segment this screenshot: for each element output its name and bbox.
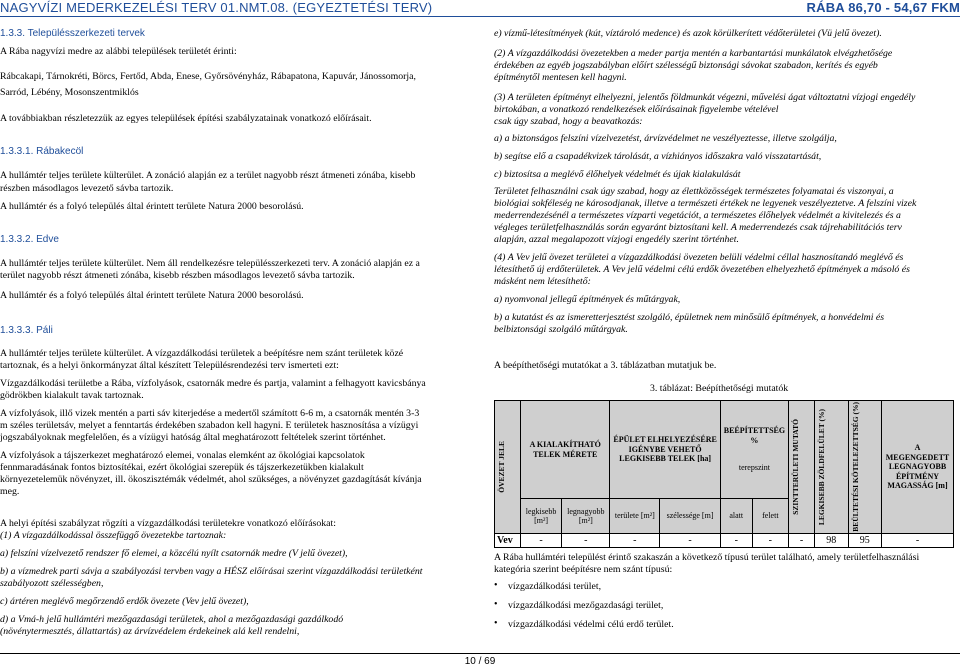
bullet-icon: •	[494, 580, 498, 591]
paragraph-line: másként nem létesíthető:	[494, 276, 591, 287]
paragraph-line: biológiai sokféleség ne károsodjanak, illetve a természeti értékek ne legyenek veszélyeztetve. A felszíni vizek	[494, 198, 917, 209]
table-header-cell: BEÜLTETÉSI KÖTELEZETTSÉG (%)	[848, 401, 882, 534]
table-subheader-cell: legkisebb [m²]	[521, 499, 562, 533]
list-item: vízgazdálkodási védelmi célú erdő terület.	[508, 619, 674, 630]
list-item: e) vízmű-létesítmények (kút, víztároló medence) és azok körülkerített védőterületei (Vü jelű övezet).	[494, 28, 882, 39]
table-subheader-cell: területe [m²]	[610, 499, 660, 533]
paragraph-line: Rábcakapi, Tárnokréti, Börcs, Fertőd, Abda, Enese, Győrsövényház, Rábapatona, Kapuvár, Jánossomorja,	[0, 71, 416, 82]
list-item: vízgazdálkodási mezőgazdasági terület,	[508, 600, 664, 611]
list-item: b) a kutatást és az ismeretterjesztést szolgáló, épületnek nem minősülő építmények, a honvédelmi és	[494, 312, 885, 323]
table-subheader-cell: felett	[752, 499, 788, 533]
paragraph-line: A hullámtér és a folyó település által érintett területe Natura 2000 besorolású.	[0, 201, 304, 212]
section-title: 1.3.3. Településszerkezeti tervek	[0, 28, 145, 39]
table-cell: -	[562, 533, 610, 547]
list-item: belbiztonsági szolgáló műtárgyak.	[494, 324, 628, 335]
list-item: c) ártéren meglévő megőrzendő erdők övezete (Vev jelű övezet),	[0, 596, 249, 607]
paragraph-line: A hullámtér teljes területe külterület. A zonáció alapján ez a terület nagyobb részt átmeneti zónába, kisebb	[0, 170, 416, 181]
paragraph-line: csak úgy szabad, hogy a beavatkozás:	[494, 116, 643, 127]
paragraph-line: A helyi építési szabályzat rögzíti a vízgazdálkodási területekre vonatkozó előírásokat:	[0, 518, 336, 529]
paragraph-line: A hullámtér teljes területe külterület. A vízgazdálkodási területek a beépítésre nem szánt területek közé	[0, 348, 404, 359]
paragraph-line: érdekében az egyéb jogszabályban előírt szélességű biztonsági sávokat szabadon, kerítés és egyéb	[494, 60, 878, 71]
paragraph-line: terület nagyobb részt átmeneti zónába, kisebb részben másodlagos levezető sávba tartozik.	[0, 270, 355, 281]
subsection-title: 1.3.3.3. Páli	[0, 325, 53, 336]
page-number: 10 / 69	[464, 656, 496, 666]
table-header-cell: BEÉPÍTETTSÉG % terepszint	[720, 401, 788, 499]
paragraph-line: végleges területfelhasználás során egyaránt biztosítani kell. A mederrendezés csak tájrehabilitációs terv	[494, 222, 902, 233]
list-item: szabályozott szélességben,	[0, 578, 104, 589]
list-item: d) a Vmá-h jelű hullámtéri mezőgazdasági területek, ahol a mezőgazdasági gazdálkodó	[0, 614, 344, 625]
table-cell: -	[521, 533, 562, 547]
paragraph-line: tartoznak, és a helyi önkormányzat által készített Településrendezési terv ismerteti ezt:	[0, 360, 339, 371]
paragraph-line: birtokában, a vonatkozó rendelkezések előírásainak figyelembe vételével	[494, 104, 779, 115]
table-header-cell: ÖVEZET JELE	[495, 401, 521, 534]
paragraph-line: Területet felhasználni csak úgy szabad, hogy az élettközösségek természetes folyamatai és viszonyai, a	[494, 186, 894, 197]
list-item: vízgazdálkodási terület,	[508, 581, 602, 592]
table-cell: -	[789, 533, 815, 547]
table-subheader-cell: legnagyobb [m²]	[562, 499, 610, 533]
paragraph-line: A Rába hullámtéri települést érintő szakaszán a következő típusú terület található, amely területfelhasználási	[494, 552, 920, 563]
paragraph-line: környezetelemük növényzet, ill. ökoszisztémák védelmét, ahol szükséges, a növényzet gazdagítását kívánja	[0, 474, 422, 485]
table-cell: 95	[848, 533, 882, 547]
paragraph-line: kategória szerint beépítésre nem szánt típusú:	[494, 564, 673, 575]
list-item: b) segítse elő a csapadékvizek tárolását, a vízhiányos időszakra való visszatartását,	[494, 151, 822, 162]
table-cell: -	[660, 533, 721, 547]
paragraph-line: jogszabályoknak megfelelően, és a vízügyi hatóság által meghatározott feltételek szerint történhet.	[0, 432, 386, 443]
document-header-section: RÁBA 86,70 - 54,67 FKM	[806, 0, 960, 15]
paragraph-line: alapján, azzal megalapozott vízjogi engedély szerint történhet.	[494, 234, 739, 245]
paragraph-line: A hullámtér teljes területe külterület. Nem áll rendelkezésre településszerkezeti terv. A zonáció alapján ez a	[0, 258, 420, 269]
paragraph-line: építménytől mentesen kell hagyni.	[494, 72, 627, 83]
document-header-title: NAGYVÍZI MEDERKEZELÉSI TERV 01.NMT.08. (EGYEZTETÉSI TERV)	[0, 0, 433, 15]
buildability-table	[494, 400, 954, 548]
paragraph-line: A beépíthetőségi mutatókat a 3. táblázatban mutatjuk be.	[494, 360, 717, 371]
table-header-cell: SZINTTERÜLETI MUTATÓ	[789, 401, 815, 534]
list-item: (növénytermesztés, állattartás) az árvízvédelem érdekeinek alá kell rendelni,	[0, 626, 300, 637]
table-cell: -	[752, 533, 788, 547]
table-cell: -	[882, 533, 954, 547]
paragraph-line: meg.	[0, 486, 20, 497]
list-item: a) felszíni vízelvezető rendszer fő elemei, a közcélú nyílt csatornák medre (V jelű övezet),	[0, 548, 348, 559]
list-item: c) biztosítsa a meglévő élőhelyek védelmét és újak kialakulását	[494, 169, 741, 180]
paragraph-line: fennmaradásának fontos biztosítékai, ezért ökológiai szerepük és tájszerkezetükben kialakult	[0, 462, 364, 473]
paragraph-line: részben másodlagos levezető sávba tartozik.	[0, 183, 174, 194]
table-cell: 98	[815, 533, 849, 547]
paragraph-line: mederrendezésénél a természetes vízparti vegetációt, a természetes élőhelyek védelmét a kivitelezés és a	[494, 210, 901, 221]
table-header-cell: ÉPÜLET ELHELYEZÉSÉRE IGÉNYBE VEHETŐ LEGKISEBB TELEK [ha]	[610, 401, 720, 499]
table-subheader-cell: szélessége [m]	[660, 499, 721, 533]
table-header-cell: A MEGENGEDETT LEGNAGYOBB ÉPÍTMÉNY MAGASSÁG [m]	[882, 401, 954, 534]
table-cell: -	[720, 533, 752, 547]
list-item: a) nyomvonal jellegű építmények és műtárgyak,	[494, 294, 681, 305]
subsection-title: 1.3.3.1. Rábakecöl	[0, 146, 84, 157]
paragraph-line: m széles területsáv, melyet a fenntartás érdekében szabadon kell hagyni. E területek hasznosítása a vízügyi	[0, 420, 419, 431]
footer-rule	[0, 653, 960, 654]
paragraph-line: gödrökben kialakult tavak tartoznak.	[0, 390, 144, 401]
header-rule	[0, 16, 960, 17]
list-item: a) a biztonságos felszíni vízelvezetést, árvízvédelmet ne veszélyeztesse, illetve szolgálja,	[494, 133, 837, 144]
list-item: b) a vízmedrek parti sávja a szabályozási tervben vagy a HÉSZ előírásai szerint vízgazdálkodási területként	[0, 566, 423, 577]
paragraph-line: A továbbiakban részletezzük az egyes települések építési szabályzatainak vonatkozó előírásait.	[0, 113, 372, 124]
paragraph-line: (4) A Vev jelű övezet területei a vízgazdálkodási övezeten belüli védelmi céllal hasznosítandó meglévő és	[494, 252, 904, 263]
list-heading: (1) A vízgazdálkodással összefüggő övezetekbe tartoznak:	[0, 530, 227, 541]
bullet-icon: •	[494, 599, 498, 610]
subsection-title: 1.3.3.2. Edve	[0, 234, 59, 245]
table-cell: -	[610, 533, 660, 547]
table-header-cell: LEGKISEBB ZÖLDFELÜLET (%)	[815, 401, 849, 534]
table-cell: Vev	[495, 533, 521, 547]
paragraph-line: Sarród, Lébény, Mosonszentmiklós	[0, 87, 139, 98]
table-header-cell: A KIALAKÍTHATÓ TELEK MÉRETE	[521, 401, 610, 499]
paragraph-line: (3) A területen építményt elhelyezni, jelentős földmunkát végezni, művelési ágat változtatni vízjogi engedély	[494, 92, 916, 103]
bullet-icon: •	[494, 618, 498, 629]
table-caption: 3. táblázat: Beépíthetőségi mutatók	[650, 383, 789, 394]
paragraph-line: A Rába nagyvízi medre az alábbi települések területét érinti:	[0, 46, 237, 57]
paragraph-line: létesíthető új erdőterületek. A Vev jelű védelmi célú erdők övezetében elhelyezhető építmények a másoló és	[494, 264, 910, 275]
paragraph-line: A vízfolyások a tájszerkezet meghatározó elemei, vonalas elemként az ökológiai kapcsolatok	[0, 450, 365, 461]
table-row	[495, 533, 954, 547]
table-subheader-cell: alatt	[720, 499, 752, 533]
paragraph-line: Vízgazdálkodási területbe a Rába, vízfolyások, csatornák medre és partja, valamint a felhagyott kavicsbánya	[0, 378, 426, 389]
paragraph-line: A vízfolyások, illő vizek mentén a parti sáv kiterjedése a medertől számított 6-6 m, a csatornák mentén 3-3	[0, 408, 420, 419]
paragraph-line: A hullámtér és a folyó település által érintett területe Natura 2000 besorolású.	[0, 290, 304, 301]
paragraph-line: (2) A vízgazdálkodási övezetekben a meder partja mentén a karbantartási munkálatok elvégzhetősége	[494, 48, 893, 59]
